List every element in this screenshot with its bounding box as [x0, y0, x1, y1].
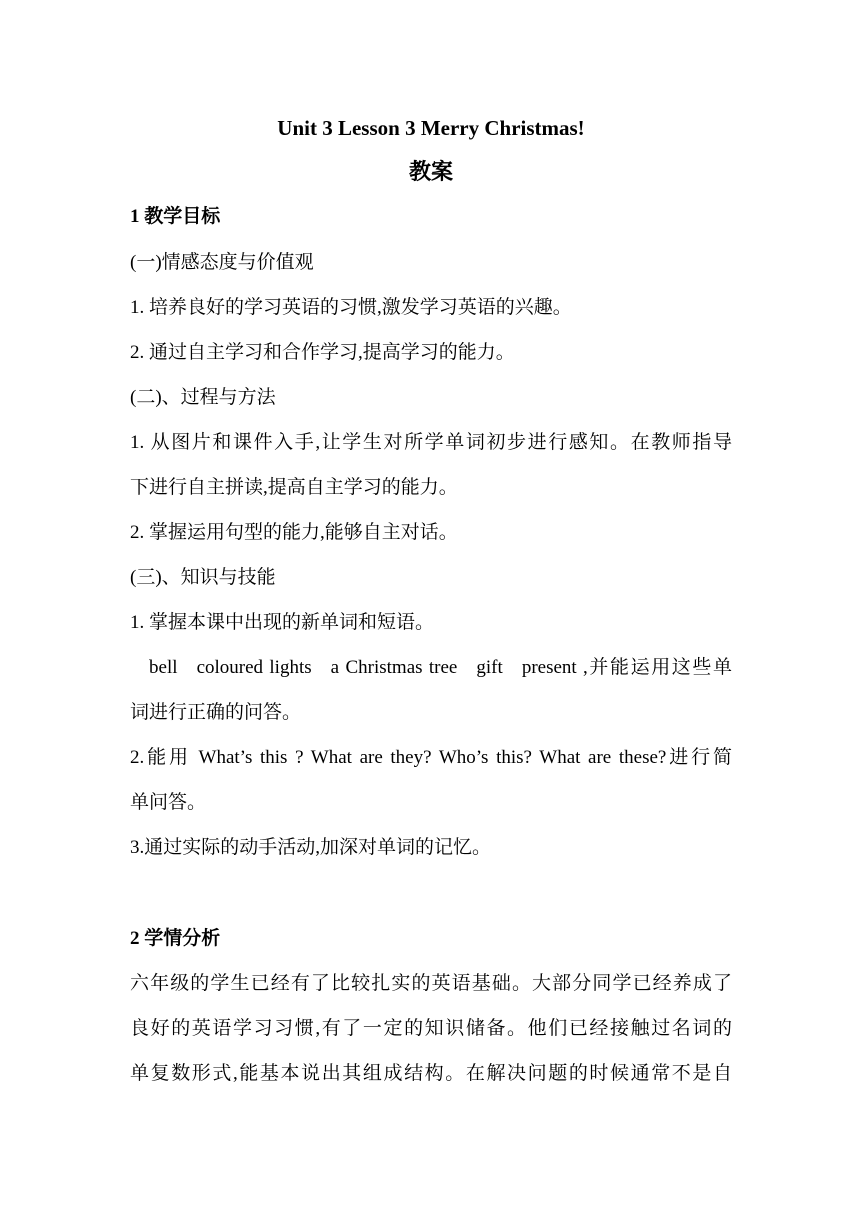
list-item: 1. 从图片和课件入手,让学生对所学单词初步进行感知。在教师指导	[130, 432, 732, 453]
subheading-knowledge-skills: (三)、知识与技能	[130, 567, 276, 588]
paragraph-line: 六年级的学生已经有了比较扎实的英语基础。大部分同学已经养成了	[130, 973, 732, 994]
section-heading-objectives: 1 教学目标	[130, 206, 221, 227]
list-item: 1. 培养良好的学习英语的习惯,激发学习英语的兴趣。	[130, 297, 572, 318]
list-item: 2. 掌握运用句型的能力,能够自主对话。	[130, 522, 458, 543]
list-item-continuation: 单问答。	[130, 792, 207, 813]
list-item-continuation: 下进行自主拼读,提高自主学习的能力。	[130, 477, 458, 498]
document-subtitle: 教案	[408, 159, 453, 184]
document-title: Unit 3 Lesson 3 Merry Christmas!	[277, 116, 585, 140]
list-item: 3.通过实际的动手活动,加深对单词的记忆。	[130, 837, 492, 858]
list-item: 2.能用 What’s this ? What are they? Who’s this? What are these?进行简	[130, 747, 732, 768]
list-item: 2. 通过自主学习和合作学习,提高学习的能力。	[130, 342, 515, 363]
list-item: 1. 掌握本课中出现的新单词和短语。	[130, 612, 435, 633]
paragraph-line: 良好的英语学习习惯,有了一定的知识储备。他们已经接触过名词的	[130, 1018, 732, 1039]
vocabulary-line: bell coloured lights a Christmas tree gift present ,并能运用这些单	[130, 657, 732, 678]
subheading-emotion-values: (一)情感态度与价值观	[130, 252, 314, 273]
paragraph-line: 单复数形式,能基本说出其组成结构。在解决问题的时候通常不是自	[130, 1063, 732, 1084]
subheading-process-methods: (二)、过程与方法	[130, 387, 276, 408]
list-item-continuation: 词进行正确的问答。	[130, 702, 302, 723]
section-heading-analysis: 2 学情分析	[130, 928, 221, 949]
